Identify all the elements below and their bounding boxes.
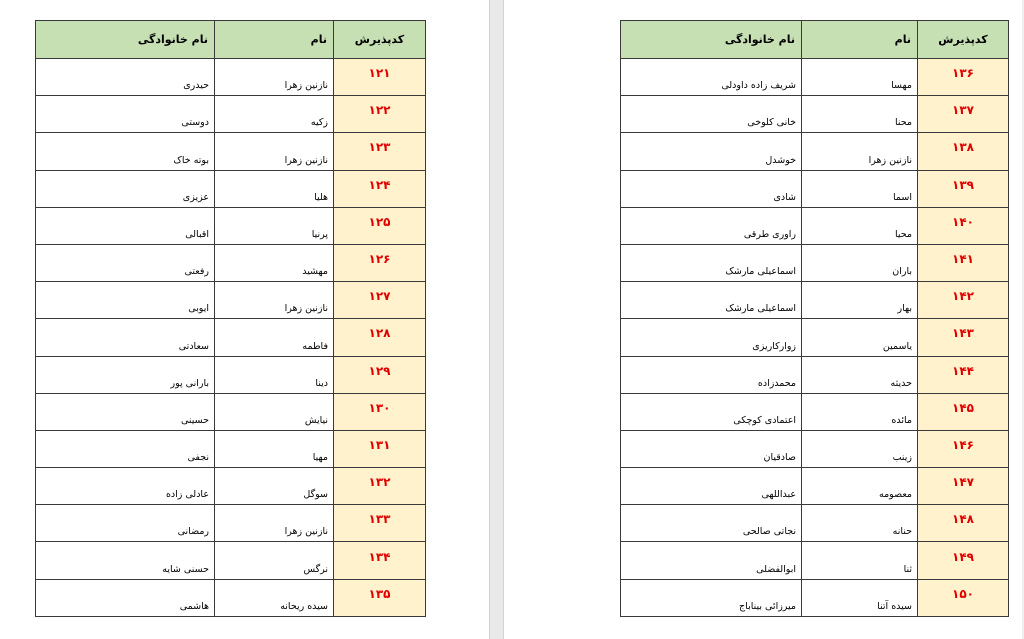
code-cell: ۱۲۸ <box>334 319 426 356</box>
family-cell: نجفی <box>36 430 215 467</box>
table-row <box>621 96 1009 133</box>
family-cell: اسماعیلی مارشک <box>621 244 802 281</box>
header-row <box>621 21 1009 59</box>
table-row <box>36 430 426 467</box>
family-cell: محمدزاده <box>621 356 802 393</box>
header-name: نام <box>802 21 918 59</box>
table-row <box>36 505 426 542</box>
code-cell: ۱۲۴ <box>334 170 426 207</box>
code-cell: ۱۲۹ <box>334 356 426 393</box>
table-row <box>621 579 1009 616</box>
table-row <box>621 393 1009 430</box>
code-cell: ۱۳۹ <box>918 170 1009 207</box>
code-cell: ۱۴۳ <box>918 319 1009 356</box>
family-cell: رفعتی <box>36 244 215 281</box>
family-cell: خوشدل <box>621 133 802 170</box>
code-cell: ۱۳۷ <box>918 96 1009 133</box>
family-cell: اسماعیلی مارشک <box>621 282 802 319</box>
name-cell: سیده ریحانه <box>215 579 334 616</box>
family-cell: عادلی زاده <box>36 468 215 505</box>
name-cell: معصومه <box>802 468 918 505</box>
family-cell: بوته خاک <box>36 133 215 170</box>
code-cell: ۱۲۱ <box>334 59 426 96</box>
name-cell: باران <box>802 244 918 281</box>
table-row <box>621 170 1009 207</box>
code-cell: ۱۲۷ <box>334 282 426 319</box>
table-row <box>36 96 426 133</box>
code-cell: ۱۳۴ <box>334 542 426 579</box>
table-row <box>36 282 426 319</box>
code-cell: ۱۴۸ <box>918 505 1009 542</box>
table-row <box>36 542 426 579</box>
family-cell: حسینی <box>36 393 215 430</box>
table-row <box>36 207 426 244</box>
family-cell: حسنی شایه <box>36 542 215 579</box>
table-body <box>36 59 426 617</box>
family-cell: ایوبی <box>36 282 215 319</box>
family-cell: اقبالی <box>36 207 215 244</box>
header-row <box>36 21 426 59</box>
table-row <box>621 468 1009 505</box>
table-row <box>36 579 426 616</box>
table-row <box>36 356 426 393</box>
header-name: نام <box>215 21 334 59</box>
family-cell: رمضانی <box>36 505 215 542</box>
family-cell: بارانی پور <box>36 356 215 393</box>
name-cell: ثنا <box>802 542 918 579</box>
name-cell: محیا <box>802 207 918 244</box>
code-cell: ۱۳۱ <box>334 430 426 467</box>
header-family: نام خانوادگی <box>36 21 215 59</box>
code-cell: ۱۳۵ <box>334 579 426 616</box>
code-cell: ۱۲۶ <box>334 244 426 281</box>
table-row <box>621 282 1009 319</box>
family-cell: دوستی <box>36 96 215 133</box>
page-left <box>0 0 489 639</box>
code-cell: ۱۴۲ <box>918 282 1009 319</box>
family-cell: هاشمی <box>36 579 215 616</box>
table-row <box>621 542 1009 579</box>
name-cell: نیایش <box>215 393 334 430</box>
table-row <box>36 133 426 170</box>
table-row <box>36 468 426 505</box>
table-body <box>621 59 1009 617</box>
code-cell: ۱۴۴ <box>918 356 1009 393</box>
code-cell: ۱۳۶ <box>918 59 1009 96</box>
page-right <box>504 0 1024 639</box>
family-cell: میرزائی بیناباج <box>621 579 802 616</box>
table-row <box>36 59 426 96</box>
code-cell: ۱۴۶ <box>918 430 1009 467</box>
family-cell: حیدری <box>36 59 215 96</box>
family-cell: عزیزی <box>36 170 215 207</box>
table-row <box>36 170 426 207</box>
name-cell: زینب <box>802 430 918 467</box>
table-row <box>621 59 1009 96</box>
code-cell: ۱۴۹ <box>918 542 1009 579</box>
header-family: نام خانوادگی <box>621 21 802 59</box>
name-cell: سیده آتنا <box>802 579 918 616</box>
code-cell: ۱۳۸ <box>918 133 1009 170</box>
code-cell: ۱۵۰ <box>918 579 1009 616</box>
code-cell: ۱۳۳ <box>334 505 426 542</box>
code-cell: ۱۴۱ <box>918 244 1009 281</box>
name-cell: نازنین زهرا <box>215 59 334 96</box>
name-cell: فاطمه <box>215 319 334 356</box>
name-cell: زکیه <box>215 96 334 133</box>
table-row <box>36 244 426 281</box>
name-cell: محنا <box>802 96 918 133</box>
name-cell: هلیا <box>215 170 334 207</box>
table-row <box>621 207 1009 244</box>
code-cell: ۱۴۵ <box>918 393 1009 430</box>
name-cell: نرگس <box>215 542 334 579</box>
header-code: کدپذیرش <box>918 21 1009 59</box>
admission-table-left <box>35 20 426 617</box>
family-cell: شریف زاده داودلی <box>621 59 802 96</box>
table-row <box>621 356 1009 393</box>
name-cell: مهشید <box>215 244 334 281</box>
name-cell: نازنین زهرا <box>215 282 334 319</box>
family-cell: اعتمادی کوچکی <box>621 393 802 430</box>
name-cell: نازنین زهرا <box>215 505 334 542</box>
table-row <box>36 393 426 430</box>
code-cell: ۱۲۳ <box>334 133 426 170</box>
name-cell: سوگل <box>215 468 334 505</box>
family-cell: نجاتی صالحی <box>621 505 802 542</box>
family-cell: زوارکاریزی <box>621 319 802 356</box>
name-cell: مهیا <box>215 430 334 467</box>
table-row <box>621 505 1009 542</box>
name-cell: بهار <box>802 282 918 319</box>
name-cell: دینا <box>215 356 334 393</box>
name-cell: حدیثه <box>802 356 918 393</box>
table-row <box>621 133 1009 170</box>
header-code: کدپذیرش <box>334 21 426 59</box>
table-row <box>621 244 1009 281</box>
table-row <box>621 319 1009 356</box>
family-cell: صادقیان <box>621 430 802 467</box>
code-cell: ۱۴۰ <box>918 207 1009 244</box>
family-cell: عبداللهی <box>621 468 802 505</box>
page-separator <box>489 0 504 639</box>
code-cell: ۱۳۰ <box>334 393 426 430</box>
name-cell: پرنیا <box>215 207 334 244</box>
code-cell: ۱۴۷ <box>918 468 1009 505</box>
code-cell: ۱۲۵ <box>334 207 426 244</box>
family-cell: راوری طرقی <box>621 207 802 244</box>
code-cell: ۱۳۲ <box>334 468 426 505</box>
name-cell: حنانه <box>802 505 918 542</box>
family-cell: شادی <box>621 170 802 207</box>
name-cell: اسما <box>802 170 918 207</box>
name-cell: مهسا <box>802 59 918 96</box>
family-cell: ابوالفضلی <box>621 542 802 579</box>
family-cell: خانی کلوخی <box>621 96 802 133</box>
code-cell: ۱۲۲ <box>334 96 426 133</box>
name-cell: نازنین زهرا <box>215 133 334 170</box>
name-cell: مائده <box>802 393 918 430</box>
name-cell: نازنین زهرا <box>802 133 918 170</box>
family-cell: سعادتی <box>36 319 215 356</box>
table-row <box>621 430 1009 467</box>
table-row <box>36 319 426 356</box>
name-cell: یاسمین <box>802 319 918 356</box>
admission-table-right <box>620 20 1009 617</box>
